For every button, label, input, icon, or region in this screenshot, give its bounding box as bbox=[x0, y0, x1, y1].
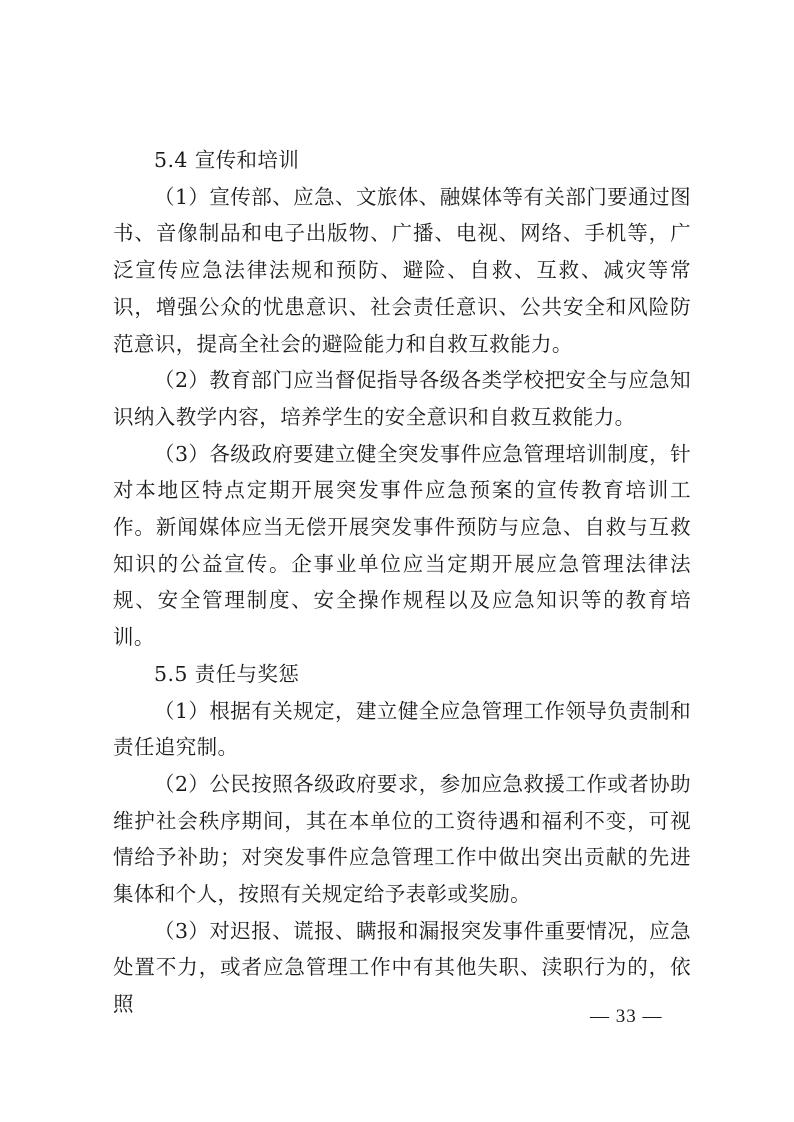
paragraph-5-5-1: （1）根据有关规定，建立健全应急管理工作领导负责制和责任追究制。 bbox=[113, 698, 691, 760]
paragraph-5-5-3: （3）对迟报、谎报、瞒报和漏报突发事件重要情况，应急处置不力，或者应急管理工作中有其他失职、渎职行为的，依照 bbox=[113, 918, 691, 1017]
section-heading-5-4: 5.4 宣传和培训 bbox=[154, 148, 300, 172]
paragraph-5-5-2: （2）公民按照各级政府要求，参加应急救援工作或者协助维护社会秩序期间，其在本单位的工资待遇和福利不变，可视情给予补助；对突发事件应急管理工作中做出突出贡献的先进集体和个人，按照有关规定给予表彰或奖励。 bbox=[113, 771, 691, 907]
paragraph-5-4-1: （1）宣传部、应急、文旅体、融媒体等有关部门要通过图书、音像制品和电子出版物、广播、电视、网络、手机等，广泛宣传应急法律法规和预防、避险、自救、互救、减灾等常识，增强公众的忧患意识、社会责任意识、公共安全和风险防范意识，提高全社会的避险能力和自救互救能力。 bbox=[113, 184, 691, 356]
page-number: — 33 — bbox=[590, 1006, 663, 1027]
paragraph-5-4-3: （3）各级政府要建立健全突发事件应急管理培训制度，针对本地区特点定期开展突发事件应急预案的宣传教育培训工作。新闻媒体应当无偿开展突发事件预防与应急、自救与互救知识的公益宣传。企事业单位应当定期开展应急管理法律法规、安全管理制度、安全操作规程以及应急知识等的教育培训。 bbox=[113, 441, 691, 650]
page-content bbox=[113, 142, 691, 1023]
paragraph-5-4-2: （2）教育部门应当督促指导各级各类学校把安全与应急知识纳入教学内容，培养学生的安全意识和自救互救能力。 bbox=[113, 368, 691, 429]
section-heading-5-5: 5.5 责任与奖惩 bbox=[154, 661, 300, 686]
